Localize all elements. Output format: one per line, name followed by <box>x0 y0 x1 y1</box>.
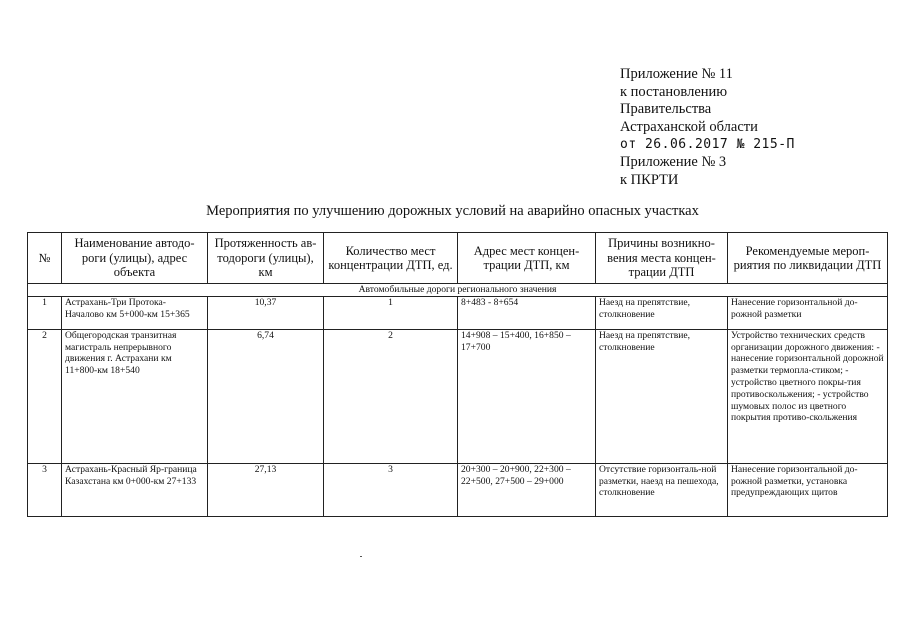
cell-address: 8+483 - 8+654 <box>458 296 596 329</box>
cell-count: 3 <box>324 463 458 516</box>
cell-measures: Нанесение горизонтальной до-рожной разметки, установка предупреждающих щитов <box>728 463 888 516</box>
header-address: Адрес мест концен-трации ДТП, км <box>458 233 596 284</box>
header-count: Количество мест концентрации ДТП, ед. <box>324 233 458 284</box>
cell-address: 14+908 – 15+400, 16+850 – 17+700 <box>458 329 596 463</box>
table-header-row <box>28 233 888 284</box>
cell-address: 20+300 – 20+900, 22+300 – 22+500, 27+500 – 29+000 <box>458 463 596 516</box>
cell-name: Астрахань-Красный Яр-граница Казахстана км 0+000-км 27+133 <box>62 463 208 516</box>
section-label: Автомобильные дороги регионального значения <box>28 284 888 297</box>
section-row <box>28 284 888 297</box>
appendix-line: Астраханской области <box>620 118 758 135</box>
cell-name: Общегородская транзитная магистраль непрерывного движения г. Астрахани км 11+800-км 18+540 <box>62 329 208 463</box>
header-name: Наименование автодо-роги (улицы), адрес объекта <box>62 233 208 284</box>
header-length: Протяженность ав-тодороги (улицы), км <box>208 233 324 284</box>
header-num: № <box>28 233 62 284</box>
cell-reasons: Наезд на препятствие, столкновение <box>596 329 728 463</box>
appendix-line: к ПКРТИ <box>620 171 679 188</box>
scan-speck <box>360 556 362 557</box>
cell-num: 2 <box>28 329 62 463</box>
measures-table <box>27 232 888 517</box>
cell-measures: Устройство технических средств организации дорожного движения: - нанесение горизонтальной дорожной разметки термопла-стиком; - устройство цветного покры-тия противоскольжения; - устройство шумовых полос из цветного покрытия противо-скольжения <box>728 329 888 463</box>
header-measures: Рекомендуемые мероп-риятия по ликвидации ДТП <box>728 233 888 284</box>
cell-reasons: Наезд на препятствие, столкновение <box>596 296 728 329</box>
document-title: Мероприятия по улучшению дорожных условий на аварийно опасных участках <box>206 203 699 219</box>
cell-length: 27,13 <box>208 463 324 516</box>
table-row <box>28 296 888 329</box>
table-row <box>28 463 888 516</box>
cell-length: 6,74 <box>208 329 324 463</box>
appendix-line: Приложение № 3 <box>620 153 727 170</box>
cell-count: 2 <box>324 329 458 463</box>
table-row <box>28 329 888 463</box>
cell-measures: Нанесение горизонтальной до-рожной разметки <box>728 296 888 329</box>
appendix-block <box>620 66 795 189</box>
appendix-line: к постановлению <box>620 83 728 100</box>
cell-reasons: Отсутствие горизонталь-ной разметки, наезд на пешехода, столкновение <box>596 463 728 516</box>
appendix-line: Правительства <box>620 101 712 118</box>
decree-date-number: от 26.06.2017 № 215-П <box>620 137 795 153</box>
cell-num: 3 <box>28 463 62 516</box>
cell-length: 10,37 <box>208 296 324 329</box>
cell-num: 1 <box>28 296 62 329</box>
header-reasons: Причины возникно-вения места концен-трации ДТП <box>596 233 728 284</box>
appendix-line: Приложение № 11 <box>620 66 733 82</box>
cell-name: Астрахань-Три Протока-Началово км 5+000-км 15+365 <box>62 296 208 329</box>
cell-count: 1 <box>324 296 458 329</box>
